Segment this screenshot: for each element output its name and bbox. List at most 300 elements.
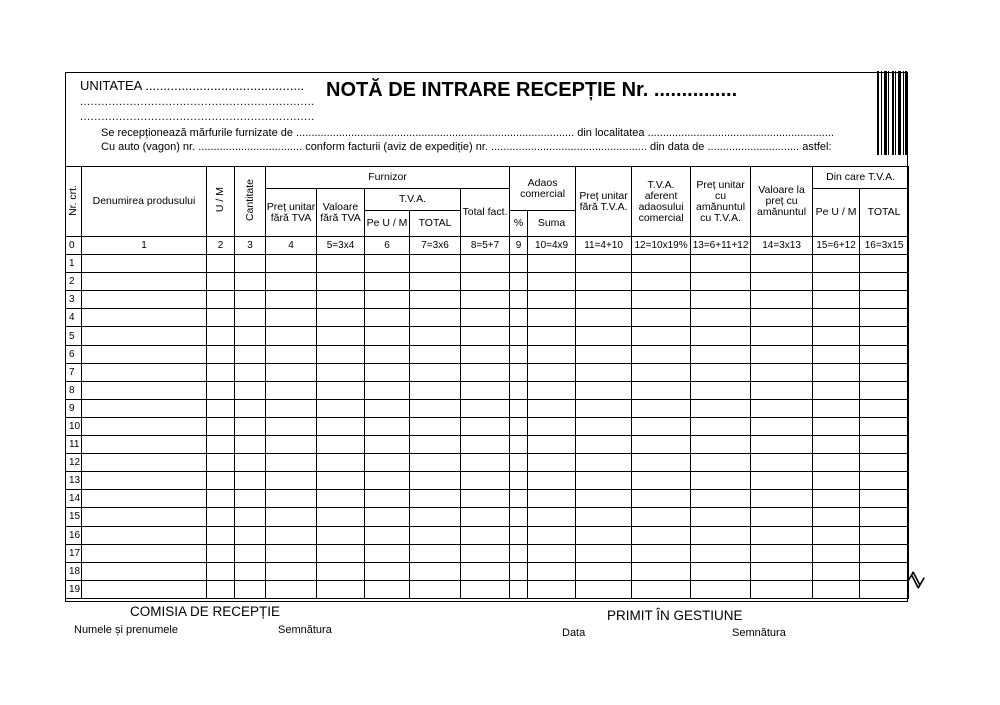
table-cell[interactable] [510, 255, 528, 273]
table-cell[interactable] [632, 544, 691, 562]
table-cell[interactable] [235, 472, 266, 490]
table-cell[interactable] [632, 580, 691, 598]
table-cell[interactable] [813, 580, 860, 598]
table-cell[interactable] [82, 363, 207, 381]
table-cell[interactable] [235, 291, 266, 309]
table-cell[interactable] [691, 562, 751, 580]
table-cell[interactable] [266, 490, 317, 508]
table-cell[interactable] [461, 381, 510, 399]
table-cell[interactable] [235, 345, 266, 363]
table-cell[interactable] [82, 399, 207, 417]
table-cell[interactable] [751, 417, 813, 435]
table-cell[interactable] [751, 526, 813, 544]
table-cell[interactable] [317, 345, 365, 363]
table-cell[interactable] [691, 526, 751, 544]
table-cell[interactable] [632, 345, 691, 363]
table-cell[interactable] [691, 490, 751, 508]
table-cell[interactable] [235, 381, 266, 399]
table-cell[interactable] [82, 454, 207, 472]
table-cell[interactable] [510, 381, 528, 399]
table-cell[interactable] [207, 508, 235, 526]
table-cell[interactable] [365, 417, 410, 435]
table-cell[interactable] [632, 399, 691, 417]
table-cell[interactable] [207, 562, 235, 580]
table-cell[interactable] [410, 363, 461, 381]
table-cell[interactable] [410, 255, 461, 273]
table-cell[interactable] [266, 436, 317, 454]
table-cell[interactable] [461, 417, 510, 435]
table-cell[interactable] [461, 436, 510, 454]
table-cell[interactable] [410, 472, 461, 490]
table-cell[interactable] [528, 544, 576, 562]
table-cell[interactable] [510, 490, 528, 508]
table-cell[interactable] [691, 291, 751, 309]
table-cell[interactable] [82, 544, 207, 562]
table-cell[interactable] [528, 255, 576, 273]
table-cell[interactable] [317, 562, 365, 580]
table-cell[interactable] [632, 273, 691, 291]
table-cell[interactable] [632, 381, 691, 399]
table-cell[interactable] [365, 255, 410, 273]
table-cell[interactable] [235, 508, 266, 526]
table-cell[interactable] [235, 309, 266, 327]
table-cell[interactable] [751, 399, 813, 417]
table-cell[interactable] [461, 490, 510, 508]
table-cell[interactable] [510, 291, 528, 309]
table-cell[interactable] [410, 544, 461, 562]
table-cell[interactable] [410, 273, 461, 291]
table-cell[interactable] [365, 399, 410, 417]
table-cell[interactable] [860, 562, 909, 580]
table-cell[interactable] [576, 526, 632, 544]
table-cell[interactable] [751, 562, 813, 580]
table-cell[interactable] [576, 417, 632, 435]
table-cell[interactable] [82, 562, 207, 580]
table-cell[interactable] [365, 309, 410, 327]
table-cell[interactable] [82, 345, 207, 363]
table-cell[interactable] [461, 508, 510, 526]
table-cell[interactable] [207, 255, 235, 273]
table-cell[interactable] [691, 436, 751, 454]
table-cell[interactable] [860, 490, 909, 508]
table-cell[interactable] [528, 399, 576, 417]
table-cell[interactable] [813, 562, 860, 580]
table-cell[interactable] [82, 526, 207, 544]
table-cell[interactable] [510, 544, 528, 562]
table-cell[interactable] [365, 363, 410, 381]
table-cell[interactable] [510, 309, 528, 327]
table-cell[interactable] [410, 436, 461, 454]
table-cell[interactable] [410, 381, 461, 399]
table-cell[interactable] [691, 472, 751, 490]
table-cell[interactable] [461, 544, 510, 562]
table-cell[interactable] [528, 472, 576, 490]
table-cell[interactable] [461, 273, 510, 291]
table-cell[interactable] [235, 417, 266, 435]
table-cell[interactable] [82, 327, 207, 345]
table-cell[interactable] [528, 273, 576, 291]
table-cell[interactable] [266, 327, 317, 345]
table-cell[interactable] [860, 508, 909, 526]
table-cell[interactable] [751, 273, 813, 291]
table-cell[interactable] [528, 327, 576, 345]
table-cell[interactable] [82, 436, 207, 454]
table-cell[interactable] [317, 363, 365, 381]
table-cell[interactable] [82, 381, 207, 399]
table-cell[interactable] [813, 255, 860, 273]
table-cell[interactable] [632, 508, 691, 526]
table-cell[interactable] [317, 399, 365, 417]
table-cell[interactable] [207, 472, 235, 490]
table-cell[interactable] [207, 363, 235, 381]
table-cell[interactable] [860, 345, 909, 363]
table-cell[interactable] [410, 490, 461, 508]
table-cell[interactable] [317, 508, 365, 526]
table-cell[interactable] [510, 327, 528, 345]
table-cell[interactable] [82, 291, 207, 309]
table-cell[interactable] [461, 526, 510, 544]
table-cell[interactable] [691, 508, 751, 526]
table-cell[interactable] [510, 273, 528, 291]
table-cell[interactable] [235, 526, 266, 544]
table-cell[interactable] [751, 508, 813, 526]
table-cell[interactable] [528, 490, 576, 508]
table-cell[interactable] [461, 562, 510, 580]
table-cell[interactable] [317, 291, 365, 309]
table-cell[interactable] [410, 291, 461, 309]
table-cell[interactable] [751, 544, 813, 562]
table-cell[interactable] [528, 345, 576, 363]
table-cell[interactable] [365, 381, 410, 399]
table-cell[interactable] [235, 327, 266, 345]
table-cell[interactable] [860, 255, 909, 273]
table-cell[interactable] [410, 417, 461, 435]
table-cell[interactable] [410, 580, 461, 598]
table-cell[interactable] [510, 508, 528, 526]
table-cell[interactable] [632, 309, 691, 327]
table-cell[interactable] [691, 454, 751, 472]
table-cell[interactable] [82, 273, 207, 291]
table-cell[interactable] [461, 291, 510, 309]
table-cell[interactable] [632, 417, 691, 435]
table-cell[interactable] [82, 490, 207, 508]
table-cell[interactable] [266, 508, 317, 526]
table-cell[interactable] [266, 472, 317, 490]
table-cell[interactable] [317, 454, 365, 472]
table-cell[interactable] [860, 526, 909, 544]
table-cell[interactable] [813, 291, 860, 309]
table-cell[interactable] [235, 255, 266, 273]
table-cell[interactable] [410, 345, 461, 363]
table-cell[interactable] [691, 363, 751, 381]
table-cell[interactable] [207, 399, 235, 417]
table-cell[interactable] [410, 508, 461, 526]
table-cell[interactable] [813, 508, 860, 526]
table-cell[interactable] [751, 436, 813, 454]
table-cell[interactable] [266, 309, 317, 327]
table-cell[interactable] [632, 327, 691, 345]
table-cell[interactable] [751, 345, 813, 363]
table-cell[interactable] [813, 526, 860, 544]
table-cell[interactable] [691, 273, 751, 291]
table-cell[interactable] [317, 526, 365, 544]
table-cell[interactable] [751, 580, 813, 598]
table-cell[interactable] [632, 436, 691, 454]
table-cell[interactable] [235, 580, 266, 598]
table-cell[interactable] [510, 580, 528, 598]
table-cell[interactable] [813, 490, 860, 508]
table-cell[interactable] [632, 562, 691, 580]
table-cell[interactable] [410, 327, 461, 345]
table-cell[interactable] [576, 454, 632, 472]
table-cell[interactable] [235, 399, 266, 417]
table-cell[interactable] [860, 436, 909, 454]
table-cell[interactable] [82, 417, 207, 435]
table-cell[interactable] [751, 454, 813, 472]
table-cell[interactable] [317, 472, 365, 490]
table-cell[interactable] [410, 399, 461, 417]
table-cell[interactable] [317, 309, 365, 327]
table-cell[interactable] [691, 544, 751, 562]
table-cell[interactable] [266, 345, 317, 363]
table-cell[interactable] [576, 327, 632, 345]
table-cell[interactable] [528, 436, 576, 454]
table-cell[interactable] [461, 472, 510, 490]
table-cell[interactable] [266, 381, 317, 399]
table-cell[interactable] [528, 417, 576, 435]
table-cell[interactable] [691, 327, 751, 345]
table-cell[interactable] [528, 526, 576, 544]
table-cell[interactable] [528, 562, 576, 580]
table-cell[interactable] [461, 327, 510, 345]
table-cell[interactable] [235, 454, 266, 472]
table-cell[interactable] [860, 399, 909, 417]
table-cell[interactable] [576, 363, 632, 381]
table-cell[interactable] [235, 436, 266, 454]
table-cell[interactable] [266, 526, 317, 544]
table-cell[interactable] [365, 490, 410, 508]
table-cell[interactable] [751, 327, 813, 345]
table-cell[interactable] [461, 399, 510, 417]
table-cell[interactable] [235, 490, 266, 508]
table-cell[interactable] [365, 345, 410, 363]
table-cell[interactable] [266, 291, 317, 309]
table-cell[interactable] [576, 472, 632, 490]
table-cell[interactable] [266, 562, 317, 580]
table-cell[interactable] [751, 255, 813, 273]
table-cell[interactable] [510, 436, 528, 454]
table-cell[interactable] [365, 472, 410, 490]
table-cell[interactable] [365, 327, 410, 345]
table-cell[interactable] [576, 436, 632, 454]
table-cell[interactable] [632, 526, 691, 544]
table-cell[interactable] [317, 544, 365, 562]
table-cell[interactable] [317, 255, 365, 273]
table-cell[interactable] [510, 454, 528, 472]
table-cell[interactable] [691, 381, 751, 399]
table-cell[interactable] [860, 417, 909, 435]
table-cell[interactable] [691, 580, 751, 598]
table-cell[interactable] [410, 454, 461, 472]
table-cell[interactable] [751, 363, 813, 381]
table-cell[interactable] [860, 544, 909, 562]
table-cell[interactable] [266, 580, 317, 598]
table-cell[interactable] [632, 255, 691, 273]
table-cell[interactable] [235, 363, 266, 381]
table-cell[interactable] [813, 544, 860, 562]
table-cell[interactable] [528, 580, 576, 598]
table-cell[interactable] [207, 327, 235, 345]
table-cell[interactable] [576, 345, 632, 363]
table-cell[interactable] [751, 309, 813, 327]
table-cell[interactable] [632, 454, 691, 472]
table-cell[interactable] [317, 436, 365, 454]
table-cell[interactable] [860, 363, 909, 381]
table-cell[interactable] [365, 291, 410, 309]
table-cell[interactable] [207, 580, 235, 598]
table-cell[interactable] [576, 508, 632, 526]
table-cell[interactable] [860, 454, 909, 472]
table-cell[interactable] [207, 309, 235, 327]
table-cell[interactable] [207, 381, 235, 399]
table-cell[interactable] [576, 255, 632, 273]
table-cell[interactable] [365, 526, 410, 544]
table-cell[interactable] [365, 273, 410, 291]
table-cell[interactable] [860, 580, 909, 598]
table-cell[interactable] [82, 580, 207, 598]
table-cell[interactable] [576, 381, 632, 399]
table-cell[interactable] [410, 526, 461, 544]
table-cell[interactable] [235, 544, 266, 562]
table-cell[interactable] [461, 309, 510, 327]
table-cell[interactable] [365, 454, 410, 472]
table-cell[interactable] [691, 399, 751, 417]
table-cell[interactable] [207, 345, 235, 363]
table-cell[interactable] [317, 490, 365, 508]
table-cell[interactable] [528, 508, 576, 526]
table-cell[interactable] [461, 345, 510, 363]
table-cell[interactable] [207, 417, 235, 435]
table-cell[interactable] [632, 363, 691, 381]
table-cell[interactable] [207, 544, 235, 562]
table-cell[interactable] [751, 472, 813, 490]
table-cell[interactable] [813, 454, 860, 472]
table-cell[interactable] [207, 436, 235, 454]
table-cell[interactable] [632, 472, 691, 490]
table-cell[interactable] [510, 417, 528, 435]
table-cell[interactable] [576, 580, 632, 598]
table-cell[interactable] [207, 526, 235, 544]
table-cell[interactable] [461, 580, 510, 598]
table-cell[interactable] [461, 454, 510, 472]
table-cell[interactable] [82, 309, 207, 327]
table-cell[interactable] [528, 363, 576, 381]
table-cell[interactable] [510, 526, 528, 544]
table-cell[interactable] [365, 562, 410, 580]
table-cell[interactable] [528, 291, 576, 309]
table-cell[interactable] [813, 381, 860, 399]
table-cell[interactable] [813, 472, 860, 490]
table-cell[interactable] [528, 454, 576, 472]
table-cell[interactable] [207, 273, 235, 291]
table-cell[interactable] [266, 273, 317, 291]
table-cell[interactable] [860, 472, 909, 490]
table-cell[interactable] [207, 454, 235, 472]
table-cell[interactable] [510, 399, 528, 417]
table-cell[interactable] [860, 327, 909, 345]
table-cell[interactable] [528, 381, 576, 399]
table-cell[interactable] [266, 255, 317, 273]
table-cell[interactable] [317, 580, 365, 598]
table-cell[interactable] [510, 472, 528, 490]
table-cell[interactable] [266, 417, 317, 435]
table-cell[interactable] [235, 273, 266, 291]
table-cell[interactable] [266, 454, 317, 472]
table-cell[interactable] [461, 255, 510, 273]
table-cell[interactable] [691, 255, 751, 273]
table-cell[interactable] [860, 273, 909, 291]
table-cell[interactable] [82, 472, 207, 490]
table-cell[interactable] [751, 381, 813, 399]
table-cell[interactable] [82, 508, 207, 526]
table-cell[interactable] [576, 291, 632, 309]
table-cell[interactable] [813, 345, 860, 363]
table-cell[interactable] [576, 309, 632, 327]
table-cell[interactable] [691, 345, 751, 363]
table-cell[interactable] [860, 381, 909, 399]
table-cell[interactable] [860, 291, 909, 309]
table-cell[interactable] [317, 327, 365, 345]
table-cell[interactable] [813, 436, 860, 454]
table-cell[interactable] [461, 363, 510, 381]
table-cell[interactable] [632, 490, 691, 508]
table-cell[interactable] [813, 273, 860, 291]
table-cell[interactable] [576, 273, 632, 291]
table-cell[interactable] [365, 508, 410, 526]
table-cell[interactable] [576, 490, 632, 508]
table-cell[interactable] [207, 490, 235, 508]
table-cell[interactable] [317, 381, 365, 399]
table-cell[interactable] [813, 309, 860, 327]
table-cell[interactable] [691, 417, 751, 435]
table-cell[interactable] [365, 544, 410, 562]
table-cell[interactable] [365, 580, 410, 598]
table-cell[interactable] [266, 544, 317, 562]
table-cell[interactable] [317, 273, 365, 291]
table-cell[interactable] [510, 562, 528, 580]
table-cell[interactable] [813, 417, 860, 435]
table-cell[interactable] [813, 399, 860, 417]
table-cell[interactable] [576, 399, 632, 417]
table-cell[interactable] [691, 309, 751, 327]
table-cell[interactable] [751, 490, 813, 508]
table-cell[interactable] [813, 327, 860, 345]
table-cell[interactable] [235, 562, 266, 580]
table-cell[interactable] [576, 562, 632, 580]
table-cell[interactable] [266, 399, 317, 417]
table-cell[interactable] [510, 363, 528, 381]
table-cell[interactable] [365, 436, 410, 454]
table-cell[interactable] [510, 345, 528, 363]
table-cell[interactable] [751, 291, 813, 309]
table-cell[interactable] [632, 291, 691, 309]
table-cell[interactable] [410, 562, 461, 580]
table-cell[interactable] [266, 363, 317, 381]
table-cell[interactable] [860, 309, 909, 327]
table-cell[interactable] [528, 309, 576, 327]
table-cell[interactable] [813, 363, 860, 381]
table-cell[interactable] [82, 255, 207, 273]
